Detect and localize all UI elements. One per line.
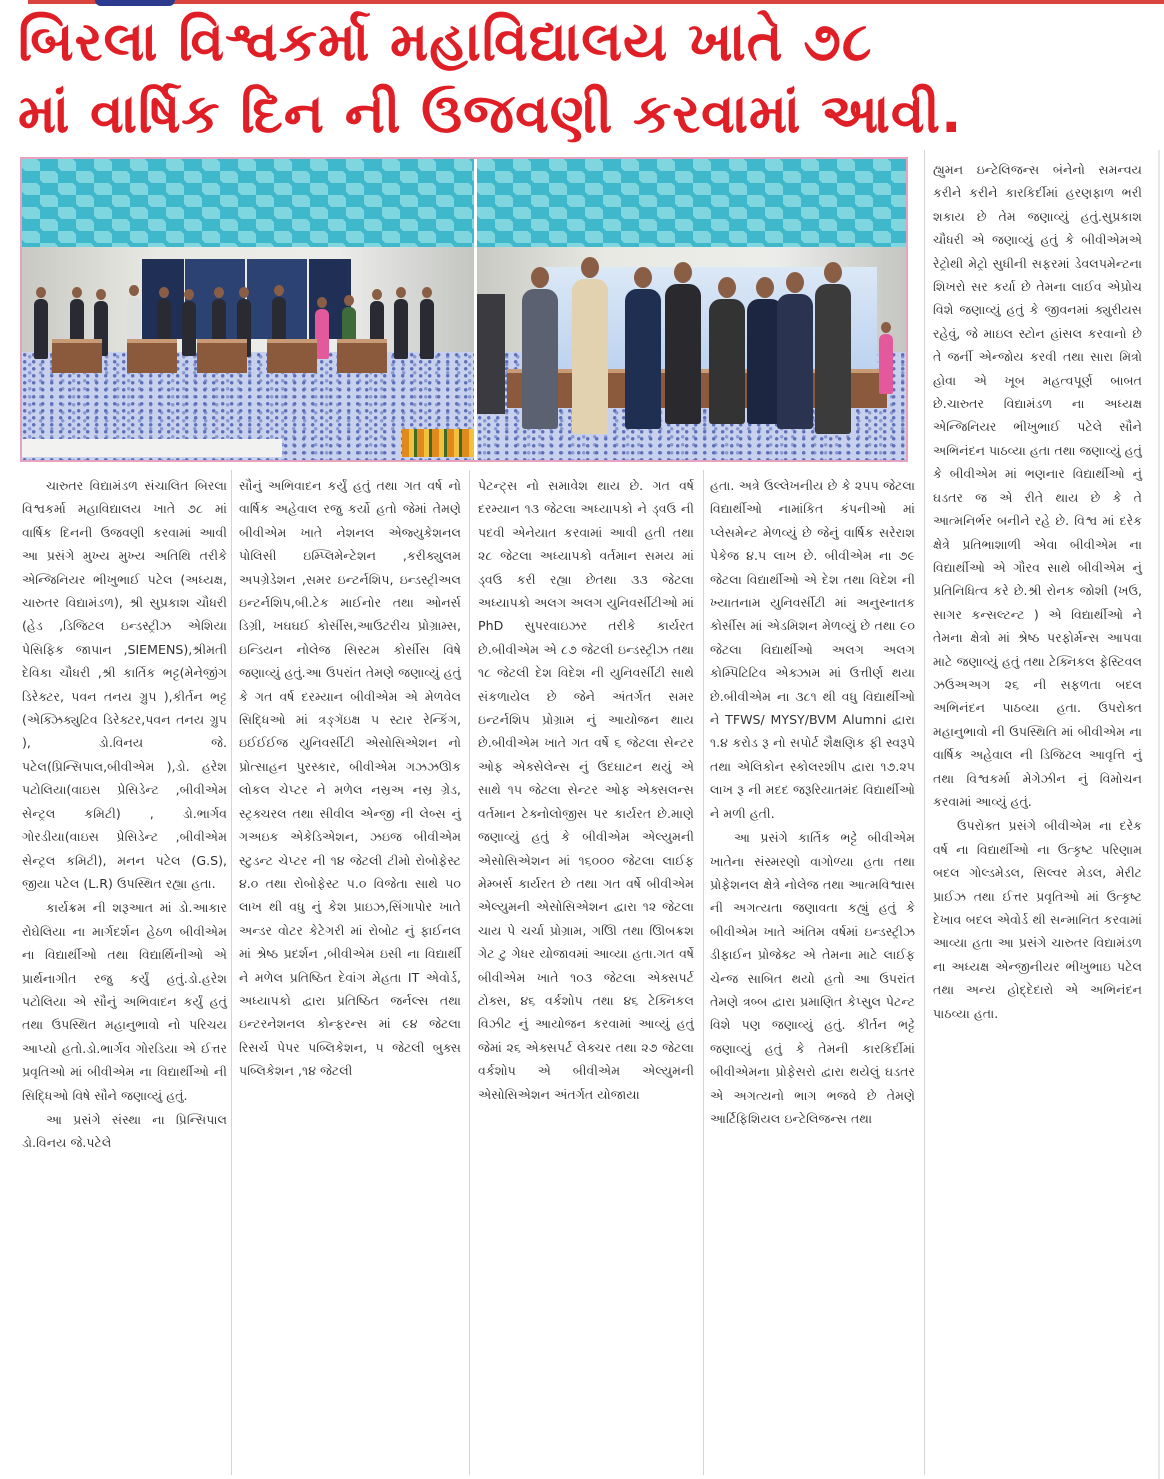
stage-table [267, 339, 317, 373]
person [420, 299, 434, 359]
paragraph: હતા. અત્રે ઉલ્લેખનીય છે કે ૨૫૫ જેટલા વિદ્યાર્થીઓ નામાંકિત કંપનીઓ માં પ્લેસમેન્ટ મેળવ્યું છે જેનું વાર્ષિક સરેરાશ પેકેજ ૪.૫ લાખ છે. બીવીએમ ના ૭૯ જેટલા વિદ્યાર્થીઓ એ દેશ તથા વિદેશ ની ખ્યાતનામ યુનિવર્સીટી માં અનુસ્નાતક કોર્સીસ માં એડમિશન મેળવ્યું છે તથા ૯૦ જેટલા વિદ્યાર્થીઓ અલગ અલગ કોમ્પિટિટિવ એક્ઝામ માં ઉત્તીર્ણ થયા છે.બીવીએમ ના ૩૮૧ થી વધુ વિદ્યાર્થીઓ ને TFWS/ MYSY/BVM Alumni દ્વારા ૧.૪ કરોડ રૂ નો સપોર્ટ શૈક્ષણિક ફી સ્વરૂપે તથા એલિકોન સ્કોલરશીપ દ્વારા ૧૭.૨૫ લાખ રૂ ની મદદ જરૂરિયાતમંદ વિદ્યાર્થીઓ ને મળી હતી. [710, 478, 915, 821]
white-cloth [22, 439, 282, 457]
photo-booklet-release [22, 159, 477, 460]
person [34, 299, 48, 359]
paragraph: કાર્યક્રમ ની શરૂઆત માં ડો.આકાર રોઘેલિયા ના માર્ગદર્શન હેઠળ બીવીએમ ના વિદ્યાર્થીઓ તથા વિદ્યાર્થિનીઓ એ પ્રાર્થનાગીત રજુ કર્યું હતું.ડો.હરેશ પટોલિયા એ સૌનું અભિવાદન કર્યું હતું તથા ઉપસ્થિત મહાનુભાવો નો પરિચય આપ્યો હતો.ડો.ભાર્ગવ ગોરડિયા એ ઈત્તર પ્રવૃતિઓ માં બીવીએમ ના વિદ્યાર્થીઓ ની સિદ્ધિઓ વિષે સૌને જણાવ્યું હતું. [22, 900, 227, 1103]
person [709, 299, 745, 424]
speaker-stand [477, 294, 505, 414]
person [315, 309, 329, 359]
headline [18, 6, 1158, 150]
article-column-2 [239, 474, 461, 1083]
column-divider [703, 470, 704, 1475]
article-column-4 [710, 474, 915, 1130]
person [572, 279, 608, 434]
person [625, 289, 661, 429]
paragraph: આ પ્રસંગે કાર્તિક ભટ્ટે બીવીએમ ખાતેના સંસ્મરણો વાગોળ્યા હતા તથા પ્રોફેશનલ ક્ષેત્રે નોલેજ તથા આત્મવિશ્વાસ ની અગત્યતા જણાવતા કહ્યું હતું કે બીવીએમ ખાતે અંતિમ વર્ષમાં ઇન્ડસ્ટ્રીઝ ડીફાઈન પ્રોજેક્ટ એ તેમના માટે લાઈફ ચેન્જ સાબિત થયો હતો આ ઉપરાંત તેમણે ત્રબ્બ દ્વારા પ્રમાણિત કેપ્સુલ પેટન્ટ વિશે પણ જણાવ્યું હતું. કીર્તન ભટ્ટે જણાવ્યું હતું કે તેમની કારકિર્દીમાં બીવીએમના પ્રોફેસરો દ્વારા થયેલું ઘડતર એ અગત્યનો ભાગ ભજવે છે તેમણે આર્ટિફિશિયલ ઇન્ટેલિજન્સ તથા [710, 830, 915, 1126]
stage-table [127, 339, 177, 373]
page-edge [1158, 150, 1160, 1479]
ceiling [477, 159, 906, 247]
column-divider [924, 150, 925, 1475]
ceiling [22, 159, 474, 247]
headline-line-1: બિરલા વિશ્વકર્મા મહાવિદ્યાલય ખાતે ૭૮ [18, 10, 873, 73]
stage-table [52, 339, 102, 373]
photo-award-presentation [477, 159, 906, 460]
photo-frame [20, 157, 908, 462]
paragraph: ઉપરોક્ત પ્રસંગે બીવીએમ ના દરેક વર્ષ ના વિદ્યાર્થીઓ ના ઉત્કૃષ્ટ પરિણામ બદલ ગોલ્ડમેડલ, સિલ્વર મેડલ, મેરીટ પ્રાઈઝ તથા ઈત્તર પ્રવૃતિઓ માં ઉત્કૃષ્ટ દેખાવ બદલ એવોર્ડ થી સન્માનિત કરવામાં આવ્યા હતા આ પ્રસંગે ચારુતર વિદ્યામંડળ ના અધ્યક્ષ એન્જીનીયર ભીખુભાઇ પટેલ તથા અન્ય હોદ્દેદારો એ અભિનંદન પાઠવ્યા હતા. [933, 818, 1142, 1021]
person [665, 284, 701, 424]
stage-table [197, 339, 247, 373]
article-column-3 [478, 474, 694, 1106]
paragraph: હ્યુમન ઇન્ટેલિજન્સ બંનેનો સમન્વય કરીને કરીને કારકિર્દીમાં હરણફાળ ભરી શકાય છે તેમ જણાવ્યું હતું.સુપ્રકાશ ચૌધરી એ જણાવ્યું હતું કે બીવીએમએ રેટ્રોથી મેટ્રો સુધીની સફરમાં ડેવલપમેન્ટના શિખરો સર કર્યા છે તેમના લાઈવ એપ્રોચ વિશે જણાવ્યું હતું કે જીવનમાં ક્યુરીયસ રહેવું, જે માઇલ સ્ટોન હાંસલ કરવાનો છે તે જર્ની એન્જોય કરવી તથા સારા મિત્રો હોવા એ ખૂબ મહત્વપૂર્ણ બાબત છે.ચારુતર વિદ્યામંડળ ના અધ્યક્ષ એન્જિનિયર ભીખુભાઈ પટેલે સૌને અભિનંદન પાઠવ્યા હતા તથા જણાવ્યું હતું કે બીવીએમ માં ભણનાર વિદ્યાર્થીઓ નું ઘડતર જ એ રીતે થાય છે કે તે આત્મનિર્ભર બનીને રહે છે. વિશ્વ માં દરેક ક્ષેત્રે પ્રતિભાશાળી એવા બીવીએમ ના વિદ્યાર્થીઓ એ ગૌરવ સાથે બીવીએમ નું પ્રતિનિધિત્વ કરે છે.શ્રી રોનક જોશી (ખઉ, સાગર કન્સલ્ટન્ટ ) એ વિદ્યાર્થીઓ ને તેમના ક્ષેત્રો માં શ્રેષ્ઠ પરફોર્મન્સ આપવા માટે જણાવ્યું હતું તથા ટેક્નિકલ ફેસ્ટિવલ ઝઉઅઅગ ૨૬ ની સફળતા બદલ અભિનંદન પાઠવ્યા હતા. ઉપરોક્ત મહાનુભાવો ની ઉપસ્થિતિ માં બીવીએમ ના વાર્ષિક અહેવાલ ની ડિજિટલ આવૃત્તિ નું તથા વિશ્વકર્મા મેગેઝીન નું વિમોચન કરવામાં આવ્યું હતું. [933, 162, 1142, 809]
person [522, 289, 558, 429]
top-border-strip [28, 0, 1164, 4]
person [182, 301, 196, 356]
paragraph: આ પ્રસંગે સંસ્થા ના પ્રિન્સિપાલ ડો.વિનય જે.પટેલે [22, 1111, 227, 1151]
column-divider [469, 470, 470, 1475]
flower-garland [402, 429, 474, 457]
article-column-1 [22, 474, 227, 1155]
stage-table [337, 339, 387, 373]
paragraph: ચારુતર વિદ્યામંડળ સંચાલિત બિરલા વિશ્વકર્મા મહાવિદ્યાલય ખાતે ૭૮ માં વાર્ષિક દિનની ઉજવણી કરવામાં આવી આ પ્રસંગે મુખ્ય મુખ્ય અતિથિ તરીકે એન્જિનિયર ભીખુભાઈ પટેલ (અધ્યક્ષ, ચારુતર વિદ્યામંડળ), શ્રી સુપ્રકાશ ચૌધરી (હેડ ,ડિજિટલ ઇન્ડસ્ટ્રીઝ એશિયા પેસિફિક જાપાન ,SIEMENS),શ્રીમતી દેવિકા ચૌધરી ,શ્રી કાર્તિક ભટ્ટ(મેનેજીંગ ડિરેક્ટર, પવન તનય ગ્રુપ ),કીર્તન ભટ્ટ (એક્ઝિક્યુટિવ ડિરેક્ટર,પવન તનય ગ્રુપ ), ડો.વિનય જે. પટેલ(પ્રિન્સિપાલ,બીવીએમ ),ડો. હરેશ પટોલિયા(વાઇસ પ્રેસિડેન્ટ ,બીવીએમ સેન્ટ્રલ કમિટી) , ડો.ભાર્ગવ ગોરડીયા(વાઇસ પ્રેસિડેન્ટ ,બીવીએમ સેન્ટ્રલ કમિટી), મનન પટેલ (G.S), જીયા પટેલ (L.R) ઉપસ્થિત રહ્યા હતા. [22, 478, 227, 891]
person [777, 294, 813, 429]
paragraph: પેટન્ટ્સ નો સમાવેશ થાય છે. ગત વર્ષ દરમ્યાન ૧૩ જેટલા અધ્યાપકો ને ડ્વઉ ની પદવી એનેયાત કરવામાં આવી હતી તથા ૨૮ જેટલા અધ્યાપકો વર્તમાન સમય માં ડ્વઉ કરી રહ્યા છેતથા ૩૩ જેટલા અધ્યાપકો અલગ અલગ યુનિવર્સીટીઓ માં PhD સુપરવાઇઝર તરીકે કાર્યરત છે.બીવીએમ એ ૮૭ જેટલી ઇન્ડસ્ટ્રીઝ તથા ૧૮ જેટલી દેશ વિદેશ ની યુનિવર્સીટી સાથે સંકળાયેલ છે જેને અંતર્ગત સમર ઇન્ટર્નશિપ પ્રોગ્રામ નું આયોજન થાય છે.બીવીએમ ખાતે ગત વર્ષે ૬ જેટલા સેન્ટર ઓફ એક્સેલેન્સ નું ઉદઘાટન થયું એ સાથે ૧૫ જેટલા સેન્ટર ઓફ એક્સલન્સ વર્તમાન ટેક્નોલોજીસ પર કાર્યરત છે.માણે જણાવ્યું હતું કે બીવીએમ એલ્યુમની એસોસિએશન માં ૧૬૦૦૦ જેટલા લાઈફ મેમ્બર્સ કાર્યરત છે તથા ગત વર્ષે બીવીએમ એલ્યુમની એસોસિએશન દ્વારા ૧૨ જેટલા ચાય પે ચર્ચા પ્રોગ્રામ, ગઊિ તથા ઊિબક્રશ ગેટ ટુ ગેધર યોજાવમાં આવ્યા હતા.ગત વર્ષે બીવીએમ ખાતે ૧૦૩ જેટલા એક્સપર્ટ ટોક્સ, ૪૬ વર્કશોપ તથા ૪૬ ટેક્નિકલ વિઝીટ નું આયોજન કરવામાં આવ્યું હતું જેમાં ૨૬ એક્સપર્ટ લેક્ચર તથા ૨૭ જેટલા વર્કશોપ એ બીવીએમ એલ્યુમની એસોસિએશન અંતર્ગત યોજાયા [478, 478, 694, 1102]
column-divider [231, 470, 232, 1475]
article-column-5 [933, 158, 1142, 1025]
person [815, 284, 851, 434]
headline-line-2: માં વાર્ષિક દિન ની ઉજવણી કરવામાં આવી. [18, 82, 963, 145]
person [394, 299, 408, 359]
person [879, 334, 893, 394]
paragraph: સૌનું અભિવાદન કર્યું હતું તથા ગત વર્ષ નો વાર્ષિક અહેવાલ રજુ કર્યો હતો જેમાં તેમણે બીવીએમ ખાતે નેશનલ એજ્યુકેશનલ પોલિસી ઇમ્પ્લિમેન્ટેશન ,કરીક્યુલમ અપગ્રેડેશન ,સમર ઇન્ટર્નશિપ, ઇન્ડસ્ટ્રીઅલ ઇન્ટર્નશિપ,બી.ટેક માઈનોર તથા ઓનર્સ ડિગ્રી, ખઘઘઈ કોર્સીસ,આઉટરીચ પ્રોગ્રામ્સ, ઇન્ડિયન નોલેજ સિસ્ટમ કોર્સીસ વિષે જણાવ્યું હતું.આ ઉપરાંત તેમણે જણાવ્યું હતું કે ગત વર્ષ દરમ્યાન બીવીએમ એ મેળવેલ સિદ્ધિઓ માં ત્રઙ્ગૅઇક્ષ ૫ સ્ટાર રેન્કિંગ, ઇઈઈઈજ યુનિવર્સીટી એસોસિએશન નો પ્રોત્સાહન પુરસ્કાર, બીવીએમ ગઝઝઊક લોકલ ચેપ્ટર ને મળેલ નસ્રઅ નસ્ર ગ્રેડ, સ્ટ્રક્ચરલ તથા સીવીલ એન્જી ની લેબ્સ નું ગઅઇક એકેડિએશન, ઝઇજ બીવીએમ સ્ટુડન્ટ ચેપ્ટર ની ૧૪ જેટલી ટીમો રોબોફેસ્ટ ૪.૦ તથા રોબોફેસ્ટ ૫.૦ વિજેતા સાથે ૫૦ લાખ થી વધુ નું કેશ પ્રાઇઝ,સિંગાપોર ખાતે અન્ડર વોટર કેટેગરી માં રોબોટ નું ફાઈનલ માં શ્રેષ્ઠ પ્રદર્શન ,બીવીએમ ઇસી ના વિદ્યાર્થી ને મળેલ પ્રતિષ્ઠિત દેવાંગ મેહતા IT એવોર્ડ, અધ્યાપકો દ્વારા પ્રતિષ્ઠિત જર્નલ્સ તથા ઇન્ટરનેશનલ કોન્ફરન્સ માં ૯૪ જેટલા રિસર્ચ પેપર પબ્લિકેશન, ૫ જેટલી બુક્સ પબ્લિકેશન ,૧૪ જેટલી [239, 478, 461, 1079]
